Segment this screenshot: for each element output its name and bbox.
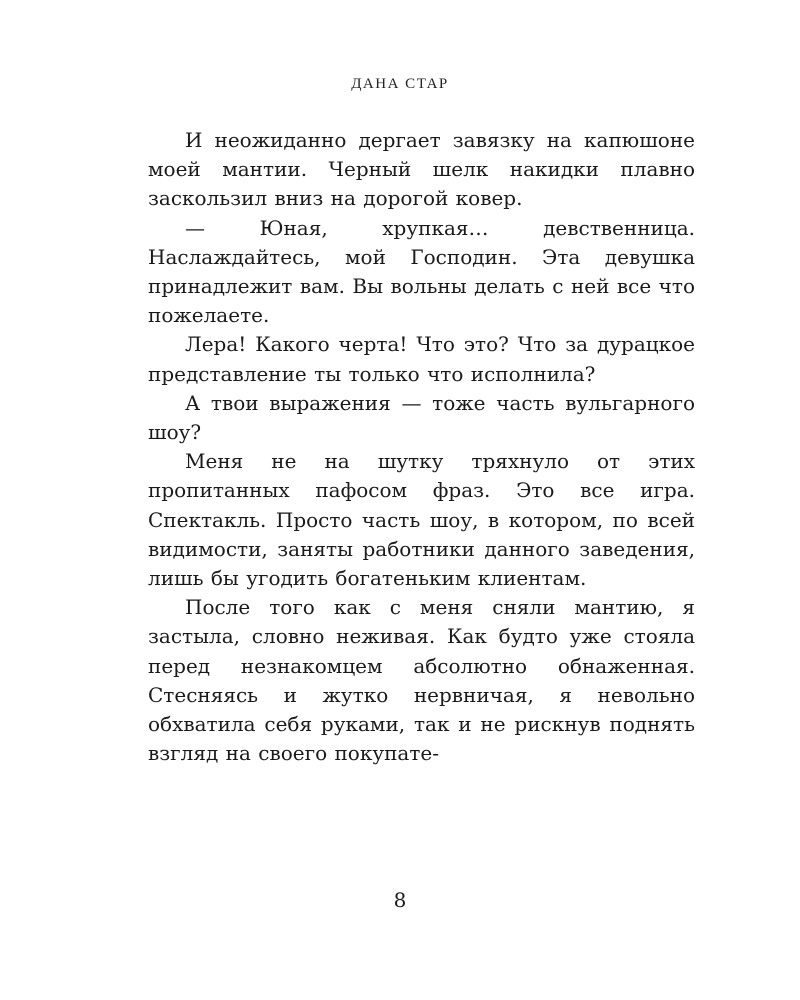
paragraph: Меня не на шутку тряхнуло от этих пропитанных пафосом фраз. Это все игра. Спектакль. Просто часть шоу, в котором, по всей видимости, заняты работники данного заведения, лишь бы угодить богатеньким клиентам.: [148, 449, 695, 591]
paragraph: После того как с меня сняли мантию, я застыла, словно неживая. Как будто уже стояла перед незнакомцем абсолютно обнаженная. Стесняясь и жутко нервничая, я невольно обхватила себя руками, так и не рискнув поднять взгляд на своего покупате-: [148, 595, 695, 766]
paragraph: А твои выражения — тоже часть вульгарного шоу?: [148, 390, 695, 445]
page-number: 8: [393, 888, 407, 912]
body-text: [148, 126, 695, 768]
running-head-author: ДАНА СТАР: [351, 76, 449, 92]
paragraph: И неожиданно дергает завязку на капюшоне моей мантии. Черный шелк накидки плавно заскользил вниз на дорогой ковер.: [148, 128, 695, 211]
paragraph: — Юная, хрупкая… девственница. Наслаждайтесь, мой Господин. Эта девушка принадлежит вам. Вы вольны делать с ней все что пожелаете.: [148, 215, 695, 328]
paragraph: Лера! Какого черта! Что это? Что за дурацкое представление ты только что исполнила?: [148, 332, 695, 386]
